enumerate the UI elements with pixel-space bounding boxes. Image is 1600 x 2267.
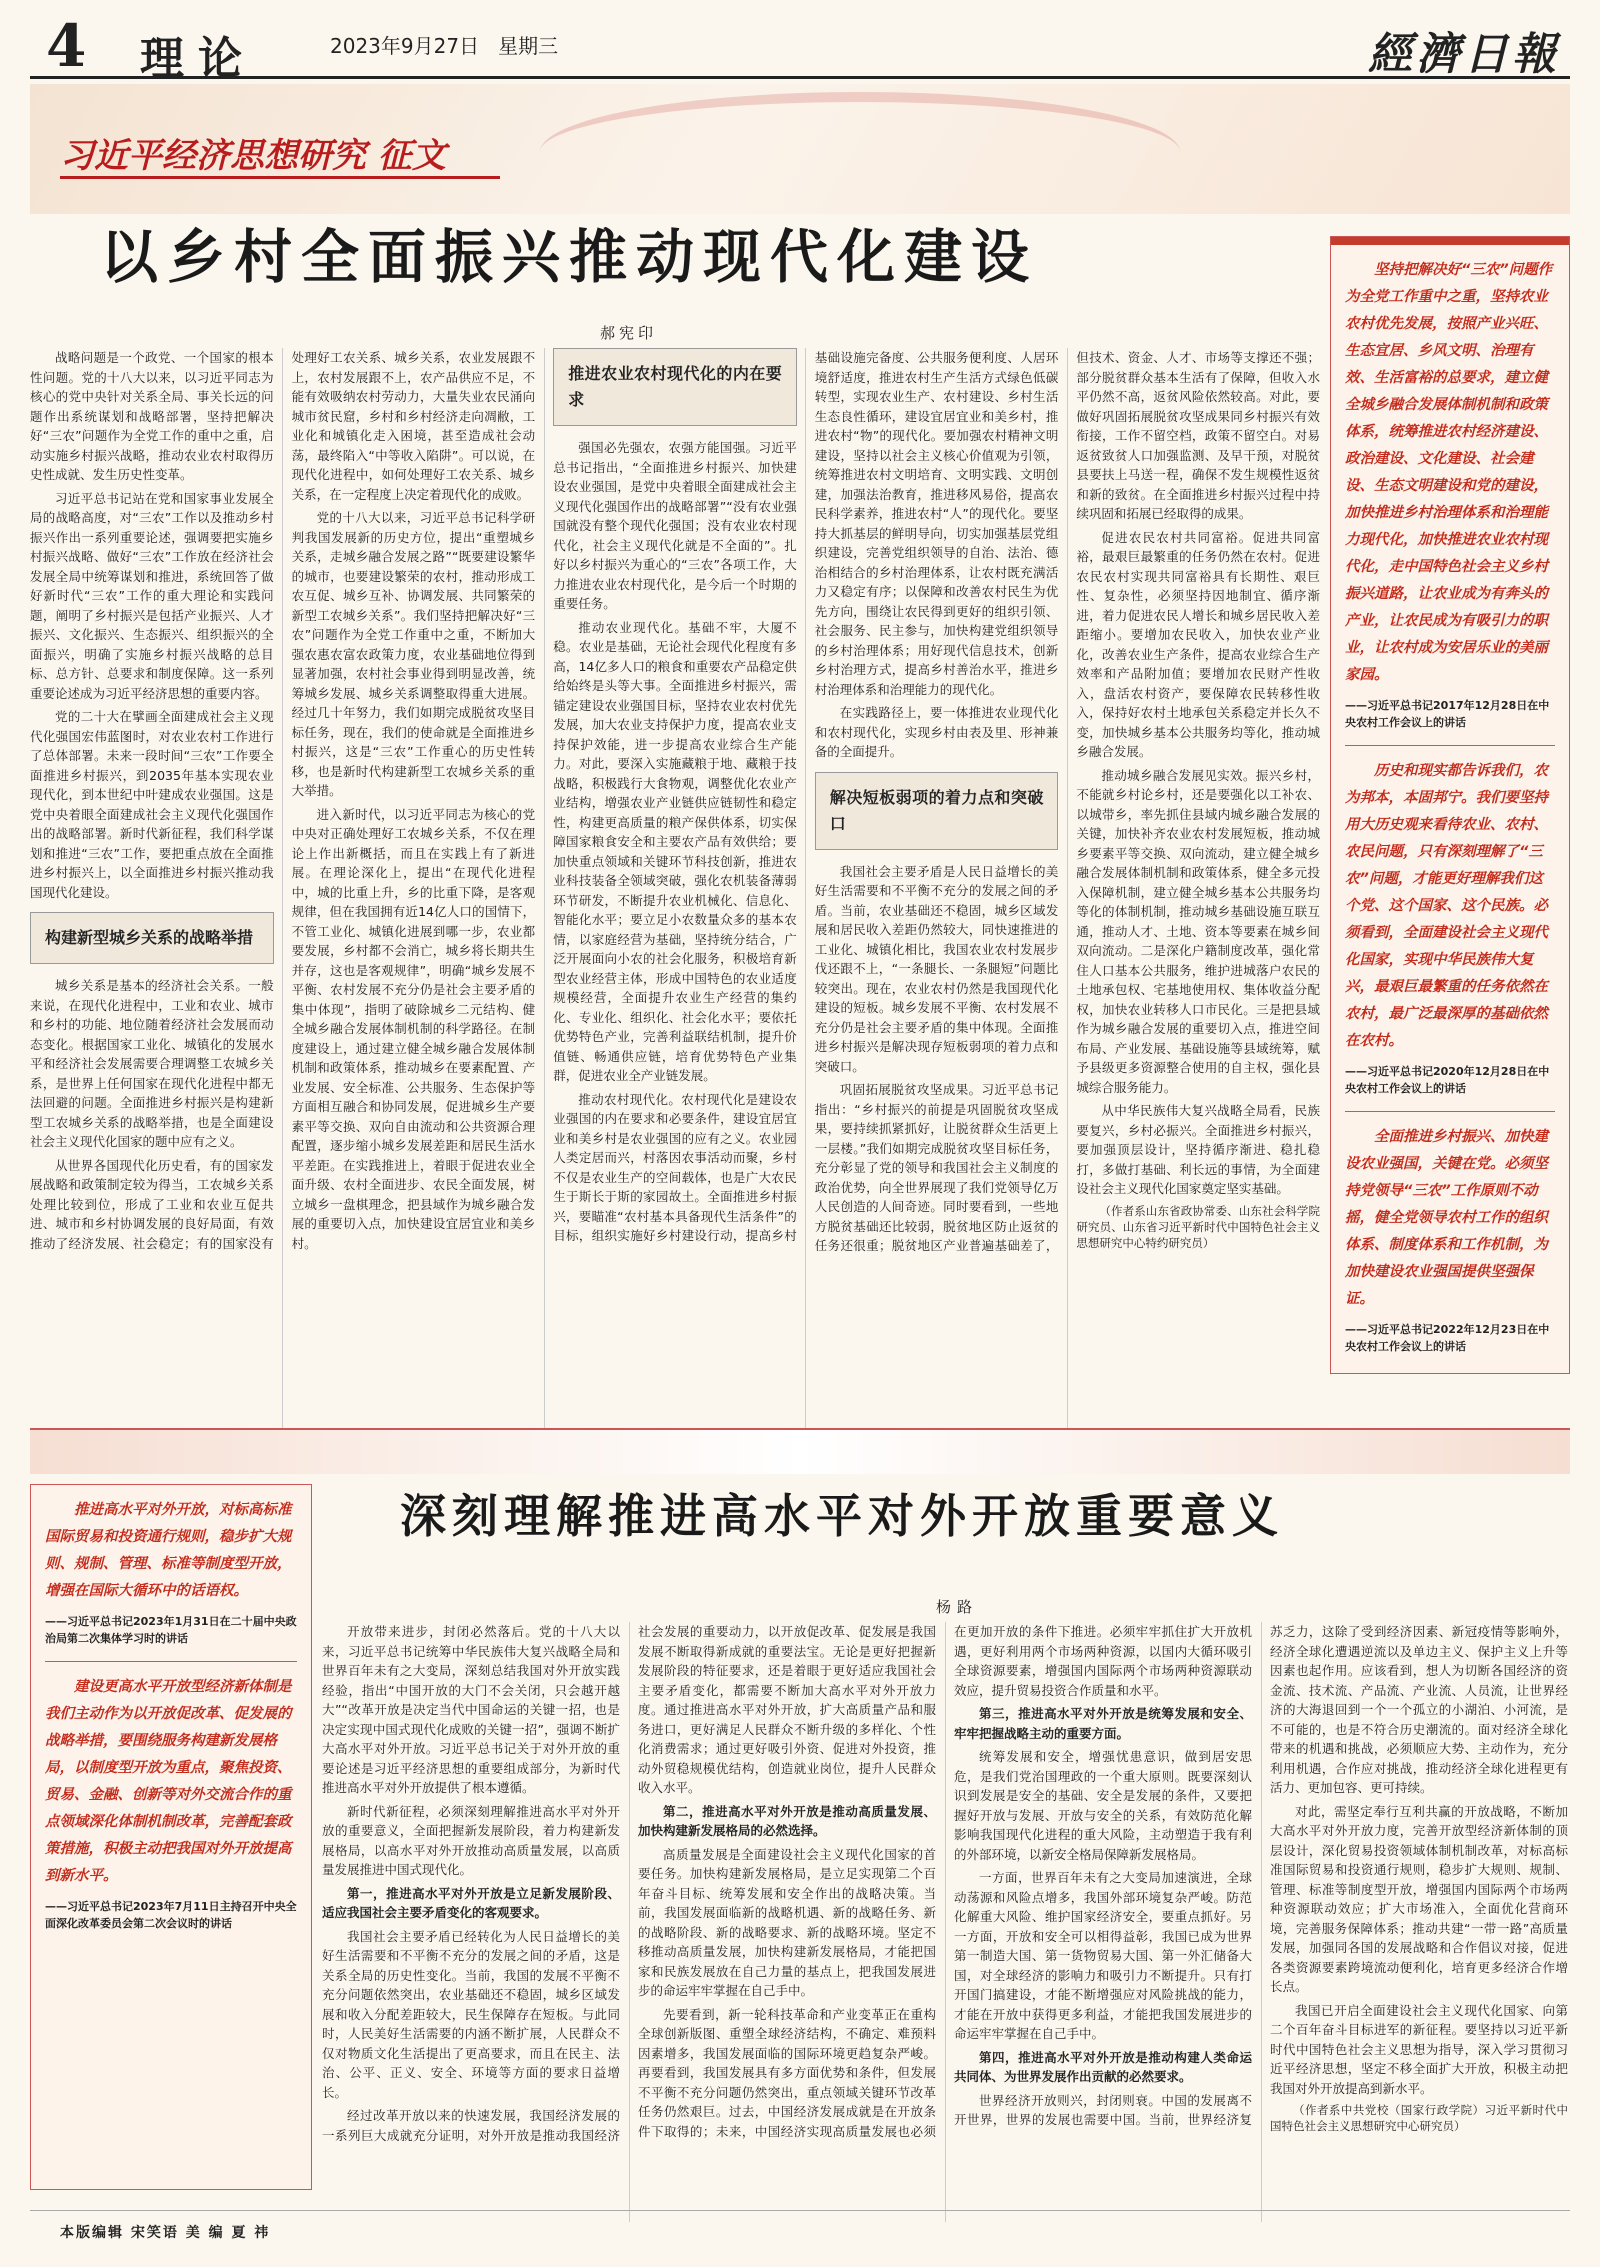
quote-source: ——习近平总书记2020年12月28日在中央农村工作会议上的讲话	[1345, 1065, 1550, 1095]
masthead	[30, 8, 1570, 84]
quote-block	[31, 1485, 311, 1662]
paragraph: 开放带来进步，封闭必然落后。党的十八大以来，习近平总书记统筹中华民族伟大复兴战略全局和世界百年未有之大变局，深刻总结我国对外开放实践经验，指出“中国开放的大门不会关闭，只会越开越大”“改革开放是决定当代中国命运的关键一招，也是决定实现中国式现代化成败的关键一招”，强调不断扩大高水平对外开放。习近平总书记关于对外开放的重要论述是习近平经济思想的重要组成部分，为新时代推进高水平对外开放提供了根本遵循。	[322, 1624, 620, 1795]
paragraph: 党的二十大在擘画全面建成社会主义现代化强国宏伟蓝图时，对农业农村工作进行了总体部署。未来一段时间“三农”工作要全面推进乡村振兴，到2035年基本实现农业现代化，到本世纪中叶建成农业强国。这是党中央着眼全面建成社会主义现代化强国作出的战略部署。新时代新征程，我们科学谋划和推进“三农”工作，要把重点放在全面推进乡村振兴上，以全面推进乡村振兴推动我国现代化建设。	[30, 709, 274, 900]
section-heading: 第二，推进高水平对外开放是推动高质量发展、加快构建新发展格局的必然选择。	[638, 1803, 936, 1838]
weekday-text: 星期三	[498, 34, 559, 58]
subheading-text: 解决短板弱项的着力点和突破口	[829, 787, 1044, 833]
newspaper-logo: 經濟日報	[1368, 29, 1560, 80]
paragraph: 进入新时代，以习近平同志为核心的党中央对正确处理好工农城乡关系，不仅在理论上作出新概括，而且在实践上有了新进展。在理论深化上，提出“在现代化进程中，城的比重上升，乡的比重下降，是客观规律，但在我国拥有近14亿人口的国情下，不管工业化、城镇化进展到哪一步，农业都要发展，乡村都不会消亡，城乡将长期共生并存，这也是客观规律”，明确“城乡发展不平衡、农村发展不充分仍是社会主要矛盾的集中体现”，指明了破除城乡二元结构、健全城乡融合发展体制机制的科学路径。在制度建设上，通过建立健全城乡融合发展体制机制和政策体系，推动城乡在要素配置、产业发展、安全标准、公共服务、生态保护等方面相互融合和协同发展，促进城乡生产要素平等交换、双向自由流动和公共资源合理配置，逐步缩小城乡发展差距和居民生活水平差距。在实践推进上，着眼于促进农业全面升级、农村全面进步、农民全面发展，树立城乡一盘棋理念，把县域作为城乡融合发展的重要切入点，加快建设宜居宜业和美乡村。	[291, 806, 536, 1251]
date-text: 2023年9月27日	[330, 34, 480, 58]
paragraph: 世界经济开放则兴，封闭则衰。中国的发展离不开世界，世界的发展也需要中国。当前，世界经济复苏乏力，这除了受到经济因素、新冠疫情等影响外，经济全球化遭遇逆流以及单边主义、保护主义上升等因素也起作用。应该看到，想人为切断各国经济的资金流、技术流、产品流、产业流、人员流，让世界经济的大海退回到一个一个孤立的小湖泊、小河流，是不可能的，也是不符合历史潮流的。面对经济全球化带来的机遇和挑战，必须顺应大势、主动作为，充分利用机遇，合作应对挑战，推动经济全球化进程更有活力、更加包容、更可持续。	[954, 1624, 1568, 2127]
section-heading: 第三，推进高水平对外开放是统筹发展和安全、牢牢把握战略主动的重要方面。	[954, 1706, 1252, 1741]
paragraph: 战略问题是一个政党、一个国家的根本性问题。党的十八大以来，以习近平同志为核心的党中央针对关系全局、事关长远的问题作出系统谋划和战略部署，坚持把解决好“三农”问题作为全党工作的重中之重，启动实施乡村振兴战略，推动农业农村取得历史性成就、发生历史性变革。	[30, 350, 274, 482]
paragraph: 我国社会主要矛盾是人民日益增长的美好生活需要和不平衡不充分的发展之间的矛盾。当前，农业基础还不稳固，城乡区域发展和居民收入差距仍然较大，同快速推进的工业化、城镇化相比，我国农业农村发展步伐还跟不上，“一条腿长、一条腿短”问题比较突出。现在，农业农村仍然是我国现代化建设的短板。城乡发展不平衡、农村发展不充分仍是社会主要矛盾的集中体现。全面推进乡村振兴是解决现存短板弱项的着力点和突破口。	[814, 863, 1059, 1074]
subheading-box	[30, 912, 274, 964]
quote-block	[1331, 1112, 1569, 1355]
quote-sidebar-top	[1330, 236, 1570, 1374]
paragraph: 我国已开启全面建设社会主义现代化国家、向第二个百年奋斗目标进军的新征程。要坚持以习近平新时代中国特色社会主义思想为指导，深入学习贯彻习近平经济思想，坚定不移全面扩大开放，积极主动把我国对外开放提高到新水平。	[1270, 2002, 1568, 2096]
quote-source: ——习近平总书记2023年1月31日在二十届中央政治局第二次集体学习时的讲话	[45, 1615, 297, 1645]
paragraph: 推动农村现代化。农村现代化是建设农业强国的内在要求和必要条件，建设宜居宜业和美乡村是农业强国的应有之义。农业园人类定居而兴，村落因农事活动而聚，乡村不仅是农业生产的空间载体，也是广大农民生于斯长于斯的家园故土。全面推进乡村振兴，要瞄准“农村基本具备现代生活条件”的目标，组织实施好乡村建设行动，提高乡村基础设施完备度、公共服务便利度、人居环境舒适度，推进农村生产生活方式绿色低碳转型，实现农业生产、农村建设、乡村生活生态良性循环，建设宜居宜业和美乡村，推进农村“物”的现代化。要加强农村精神文明建设，坚持以社会主义核心价值观为引领，统筹推进农村文明培育、文明实践、文明创建，加强法治教育，推进移风易俗，提高农民科学素养，推进农村“人”的现代化。要坚持大抓基层的鲜明导向，切实加强基层党组织建设，完善党组织领导的自治、法治、德治相结合的乡村治理体系，让农村既充满活力又稳定有序；以保障和改善农村民生为优先方向，围绕让农民得到更好的组织引领、社会服务、民主参与，加快构建党组织领导的乡村治理体系；用好现代信息技术，创新乡村治理方式，提高乡村善治水平，推进乡村治理体系和治理能力的现代化。	[553, 350, 1059, 1243]
quote-text: 坚持把解决好“三农”问题作为全党工作重中之重，坚持农业农村优先发展，按照产业兴旺、生态宜居、乡风文明、治理有效、生活富裕的总要求，建立健全城乡融合发展体制机制和政策体系，统筹推进农村经济建设、政治建设、文化建设、社会建设、生态文明建设和党的建设，加快推进乡村治理体系和治理能力现代化，加快推进农业农村现代化，走中国特色社会主义乡村振兴道路，让农业成为有奔头的产业，让农民成为有吸引力的职业，让农村成为安居乐业的美丽家园。	[1345, 262, 1553, 683]
subheading-box	[815, 772, 1059, 850]
quote-block	[1331, 746, 1569, 1112]
paragraph: 先要看到，新一轮科技革命和产业变革正在重构全球创新版图、重塑全球经济结构，不确定、难预料因素增多，我国发展面临的国际环境更趋复杂严峻。再要看到，我国发展具有多方面优势和条件，但发展不平衡不充分问题仍然突出，重点领域关键环节改革任务仍然艰巨。过去，中国经济发展成就是在开放条件下取得的；未来，中国经济实现高质量发展也必须在更加开放的条件下推进。必须牢牢抓住扩大开放机遇，更好利用两个市场两种资源，以国内大循环吸引全球资源要素，增强国内国际两个市场两种资源联动效应，提升贸易投资合作质量和水平。	[638, 1624, 1252, 2139]
article2-title: 深刻理解推进高水平对外开放重要意义	[400, 1489, 1284, 1543]
paragraph: 一方面，世界百年未有之大变局加速演进，全球动荡源和风险点增多，我国外部环境复杂严峻。防范化解重大风险、维护国家经济安全，要重点抓好。另一方面，开放和安全可以相得益彰，我国已成为世界第一制造大国、第一货物贸易大国、第一外汇储备大国，对全球经济的影响力和吸引力不断提升。只有打开国门搞建设，才能不断增强应对风险挑战的能力，才能在开放中获得更多利益，才能把我国发展进步的命运牢牢掌握在自己手中。	[954, 1870, 1252, 2041]
paragraph: 统筹发展和安全，增强忧患意识，做到居安思危，是我们党治国理政的一个重大原则。既要深刻认识到发展是安全的基础、安全是发展的条件，又要把握好开放与发展、开放与安全的关系，有效防范化解影响我国现代化进程的重大风险，主动塑造于我有利的外部环境，以新安全格局保障新发展格局。	[954, 1749, 1252, 1862]
paragraph: 在实践路径上，要一体推进农业现代化和农村现代化，实现乡村由表及里、形神兼备的全面提升。	[814, 705, 1059, 759]
section-name: 理论	[140, 33, 256, 84]
section-heading: 第四，推进高水平对外开放是推动构建人类命运共同体、为世界发展作出贡献的必然要求。	[954, 2049, 1252, 2084]
campaign-label: 习近平经济思想研究 征文	[60, 136, 446, 176]
paragraph: 新时代新征程，必须深刻理解推进高水平对外开放的重要意义，全面把握新发展阶段，着力构建新发展格局，以高水平对外开放推动高质量发展，以高质量发展推进中国式现代化。	[322, 1803, 620, 1877]
paragraph: 从世界各国现代化历史看，有的国家发展战略和政策制定较为得当，工农城乡关系处理比较到位，形成了工业和农业互促共进、城市和乡村协调发展的良好局面，有效推动了经济发展、社会稳定；有的国家没有处理好工农关系、城乡关系，农业发展跟不上，农村发展跟不上，农产品供应不足，不能有效吸纳农村劳动力，大量失业农民涌向城市贫民窟，乡村和乡村经济走向凋敝，工业化和城镇化走入困境，甚至造成社会动荡，最终陷入“中等收入陷阱”。可以说，在现代化进程中，如何处理好工农关系、城乡关系，在一定程度上决定着现代化的成败。	[30, 350, 536, 1251]
paragraph: 强国必先强农，农强方能国强。习近平总书记指出，“全面推进乡村振兴、加快建设农业强国，是党中央着眼全面建成社会主义现代化强国作出的战略部署”“没有农业强国就没有整个现代化强国；没有农业农村现代化，社会主义现代化就是不全面的”。扎好以乡村振兴为重心的“三农”各项工作，大力推进农业农村现代化，是今后一个时期的重要任务。	[553, 440, 797, 611]
page-number: 4	[46, 12, 87, 80]
quote-text: 全面推进乡村振兴、加快建设农业强国，关键在党。必须坚持党领导“三农”工作原则不动摇，健全党领导农村工作的组织体系、制度体系和工作机制，为加快建设农业强国提供坚强保证。	[1345, 1129, 1548, 1307]
paragraph: 促进农民农村共同富裕。促进共同富裕，最艰巨最繁重的任务仍然在农村。促进农民农村实现共同富裕具有长期性、艰巨性、复杂性，必须坚持因地制宜、循序渐进，着力促进农民人增长和城乡居民收入差距缩小。要增加农民收入，加快农业产业化，改善农业生产条件，提高农业综合生产效率和产品附加值；要增加农民财产性收入，盘活农村资产，要保障农民转移性收入，保持好农村土地承包关系稳定并长久不变，加快城乡基本公共服务均等化，推动城乡融合发展。	[1076, 529, 1320, 759]
section-divider	[30, 1428, 1570, 1474]
quote-block	[31, 1662, 311, 1932]
paragraph: 习近平总书记站在党和国家事业发展全局的战略高度，对“三农”工作以及推动乡村振兴作出一系列重要论述，强调要把实施乡村振兴战略、做好“三农”工作放在经济社会发展全局中统筹谋划和推进，系统回答了做好新时代“三农”工作的重大理论和实践问题，阐明了乡村振兴是包括产业振兴、人才振兴、文化振兴、生态振兴、组织振兴的全面振兴，明确了实施乡村振兴战略的总目标、总方针、总要求和制度保障。这一系列重要论述成为习近平经济思想的重要内容。	[30, 490, 274, 701]
paragraph: 推动农业现代化。基础不牢，大厦不稳。农业是基础，无论社会现代化程度有多高，14亿多人口的粮食和重要农产品稳定供给始终是头等大事。全面推进乡村振兴，需锚定建设农业强国目标，坚持农业农村优先发展，加大农业支持保护力度，提高农业支持保护效能，进一步提高农业综合生产能力。对此，要深入实施藏粮于地、藏粮于技战略，积极践行大食物观，调整优化农业产业结构，增强农业产业链供应链韧性和稳定性，构建更高质量的粮产保供体系，切实保障国家粮食安全和主要农产品有效供给；要加快重点领域和关键环节科技创新，推进农业科技装备全领域突破，强化农机装备薄弱环节研发，不断提升农业机械化、信息化、智能化水平；要立足小农数量众多的基本农情，以家庭经营为基础，坚持统分结合，广泛开展面向小农的社会化服务，积极培育新型农业经营主体，形成中国特色的农业适度规模经营，全面提升农业生产经营的集约化、专业化、组织化、社会化水平；要依托优势特色产业，完善利益联结机制，提升价值链、畅通供应链，培育优势特色产业集群，促进农业全产业链发展。	[553, 619, 797, 1083]
paragraph: 从中华民族伟大复兴战略全局看，民族要复兴，乡村必振兴。全面推进乡村振兴，要加强顶层设计，坚持循序渐进、稳扎稳打，多做打基础、利长远的事情，为全面建设社会主义现代化国家奠定坚实基础。	[1076, 1103, 1320, 1196]
subheading-text: 构建新型城乡关系的战略举措	[45, 928, 254, 947]
quote-text: 历史和现实都告诉我们，农为邦本，本固邦宁。我们要坚持用大历史观来看待农业、农村、农民问题，只有深刻理解了“三农”问题，才能更好理解我们这个党、这个国家、这个民族。必须看到，全面建设社会主义现代化国家，实现中华民族伟大复兴，最艰巨最繁重的任务依然在农村，最广泛最深厚的基础依然在农村。	[1345, 763, 1548, 1049]
paragraph: 对此，需坚定奉行互利共赢的开放战略，不断加大高水平对外开放力度，完善开放型经济新体制的顶层设计，深化贸易投资领域体制机制改革，对标高标准国际贸易和投资通行规则，稳步扩大规则、规制、管理、标准等制度型开放，增强国内国际两个市场两种资源联动效应；扩大市场准入，全面优化营商环境，完善服务保障体系；推动共建“一带一路”高质量发展，加强同各国的发展战略和合作倡议对接，促进各类资源要素跨境流动便利化，培育更多经济合作增长点。	[1270, 1803, 1568, 1994]
paragraph: 经过改革开放以来的快速发展，我国经济发展的一系列巨大成就充分证明，对外开放是推动我国经济社会发展的重要动力，以开放促改革、促发展是我国发展不断取得新成就的重要法宝。无论是更好把握新发展阶段的特征要求，还是着眼于更好适应我国社会主要矛盾变化，都需要不断加大高水平对外开放力度。通过推进高水平对外开放，扩大高质量产品和服务进口，更好满足人民群众不断升级的多样化、个性化消费需求；通过更好吸引外资、促进对外投资，推动外贸稳规模优结构，创造就业岗位，提升人民群众收入水平。	[322, 1624, 936, 2143]
issue-date	[330, 30, 558, 59]
quote-block	[1331, 245, 1569, 746]
banner-decoration	[540, 92, 1180, 212]
quote-source: ——习近平总书记2023年7月11日主持召开中央全面深化改革委员会第二次会议时的讲话	[45, 1900, 297, 1930]
editor-credit: 本版编辑 宋笑语 美 编 夏 祎	[60, 2225, 271, 2241]
paragraph: 城乡关系是基本的经济社会关系。一般来说，在现代化进程中，工业和农业、城市和乡村的功能、地位随着经济社会发展而动态变化。根据国家工业化、城镇化的发展水平和经济社会发展需要合理调整工农城乡关系，是世界上任何国家在现代化进程中都无法回避的问题。全面推进乡村振兴是构建新型工农城乡关系的战略举措，也是全面建设社会主义现代化国家的题中应有之义。	[30, 978, 274, 1149]
quote-source: ——习近平总书记2022年12月23日在中央农村工作会议上的讲话	[1345, 1323, 1550, 1353]
paragraph: 巩固拓展脱贫攻坚成果。习近平总书记指出：“乡村振兴的前提是巩固脱贫攻坚成果，要持续抓紧抓好，让脱贫群众生活更上一层楼。”我们如期完成脱贫攻坚目标任务，充分彰显了党的领导和我国社会主义制度的政治优势，向全世界展现了我们党领导亿万人民创造的人间奇迹。同时要看到，一些地方脱贫基础还比较弱，脱贫地区防止返贫的任务还很重；脱贫地区产业普遍基础差了，但技术、资金、人才、市场等支撑还不强；部分脱贫群众基本生活有了保障，但收入水平仍然不高，返贫风险依然较高。对此，要做好巩固拓展脱贫攻坚成果同乡村振兴有效衔接，工作不留空档，政策不留空白。对易返贫致贫人口加强监测、及早干预，对脱贫县要扶上马送一程，确保不发生规模性返贫和新的致贫。在全面推进乡村振兴过程中持续巩固和拓展已经取得的成果。	[814, 350, 1320, 1253]
author-note: （作者系中共党校（国家行政学院）习近平新时代中国特色社会主义思想研究中心研究员）	[1270, 2103, 1568, 2133]
paragraph: 我国社会主要矛盾已经转化为人民日益增长的美好生活需要和不平衡不充分的发展之间的矛盾，这是关系全局的历史性变化。当前，我国的发展不平衡不充分问题依然突出，农业基础还不稳固，城乡区域发展和收入分配差距较大，民生保障存在短板。与此同时，人民美好生活需要的内涵不断扩展，人民群众不仅对物质文化生活提出了更高要求，而且在民主、法治、公平、正义、安全、环境等方面的要求日益增长。	[322, 1928, 620, 2100]
subheading-text: 推进农业农村现代化的内在要求	[568, 364, 782, 409]
quote-text: 建设更高水平开放型经济新体制是我们主动作为以开放促改革、促发展的战略举措，要围绕服务构建新发展格局，以制度型开放为重点，聚焦投资、贸易、金融、创新等对外交流合作的重点领域深化体制机制改革，完善配套政策措施，积极主动把我国对外开放提高到新水平。	[45, 1679, 292, 1884]
paragraph: 推动城乡融合发展见实效。振兴乡村，不能就乡村论乡村，还是要强化以工补农、以城带乡，率先抓住县域内城乡融合发展的关键，加快补齐农业农村发展短板，推动城乡要素平等交换、双向流动，建立健全城乡融合发展体制机制和政策体系，健全多元投入保障机制，建立健全城乡基本公共服务均等化的体制机制，推动城乡基础设施互联互通，推动人才、土地、资本等要素在城乡间双向流动。二是深化户籍制度改革，强化常住人口基本公共服务，维护进城落户农民的土地承包权、宅基地使用权、集体收益分配权，加快农业转移人口市民化。三是把县域作为城乡融合发展的重要切入点，推进空间布局、产业发展、基础设施等县域统筹，赋予县级更多资源整合使用的自主权，强化县城综合服务能力。	[1076, 767, 1320, 1095]
article2-byline: 杨路	[936, 1598, 979, 1616]
paragraph: 高质量发展是全面建设社会主义现代化国家的首要任务。加快构建新发展格局，是立足实现第二个百年奋斗目标、统筹发展和安全作出的战略决策。当前，我国发展面临新的战略机遇、新的战略任务、新的战略阶段、新的战略要求、新的战略环境。坚定不移推动高质量发展，加快构建新发展格局，才能把国家和民族发展放在自己力量的基点上，把我国发展进步的命运牢牢掌握在自己手中。	[638, 1846, 936, 1998]
article1-byline: 郝宪印	[600, 324, 658, 342]
quote-sidebar-strip	[1331, 237, 1569, 245]
author-note: （作者系山东省政协常委、山东社会科学院研究员、山东省习近平新时代中国特色社会主义思想研究中心特约研究员）	[1076, 1203, 1320, 1250]
paragraph: 党的十八大以来，习近平总书记科学研判我国发展新的历史方位，提出“重塑城乡关系，走城乡融合发展之路”“既要建设繁华的城市，也要建设繁荣的农村，推动形成工农互促、城乡互补、协调发展、共同繁荣的新型工农城乡关系”。我们坚持把解决好“三农”问题作为全党工作重中之重，不断加大强农惠农富农政策力度，农业基础地位得到显著加强，农村社会事业得到明显改善，统筹城乡发展、城乡关系调整取得重大进展。经过几十年努力，我们如期完成脱贫攻坚目标任务，现在，我们的使命就是全面推进乡村振兴，这是“三农”工作重心的历史性转移，也是新时代构建新型工农城乡关系的重大举措。	[291, 510, 536, 798]
campaign-underline	[60, 176, 500, 179]
article1-body	[30, 348, 1320, 1428]
article1-title: 以乡村全面振兴推动现代化建设	[100, 223, 1039, 291]
subheading-box	[553, 348, 797, 426]
quote-text: 推进高水平对外开放，对标高标准国际贸易和投资通行规则，稳步扩大规则、规制、管理、标准等制度型开放，增强在国际大循环中的话语权。	[45, 1502, 292, 1599]
article2-body	[322, 1622, 1568, 2222]
footer-rule	[30, 2210, 1570, 2211]
section-heading: 第一，推进高水平对外开放是立足新发展阶段、适应我国社会主要矛盾变化的客观要求。	[322, 1885, 620, 1920]
quote-sidebar-bottom	[30, 1484, 312, 2190]
quote-source: ——习近平总书记2017年12月28日在中央农村工作会议上的讲话	[1345, 699, 1550, 729]
